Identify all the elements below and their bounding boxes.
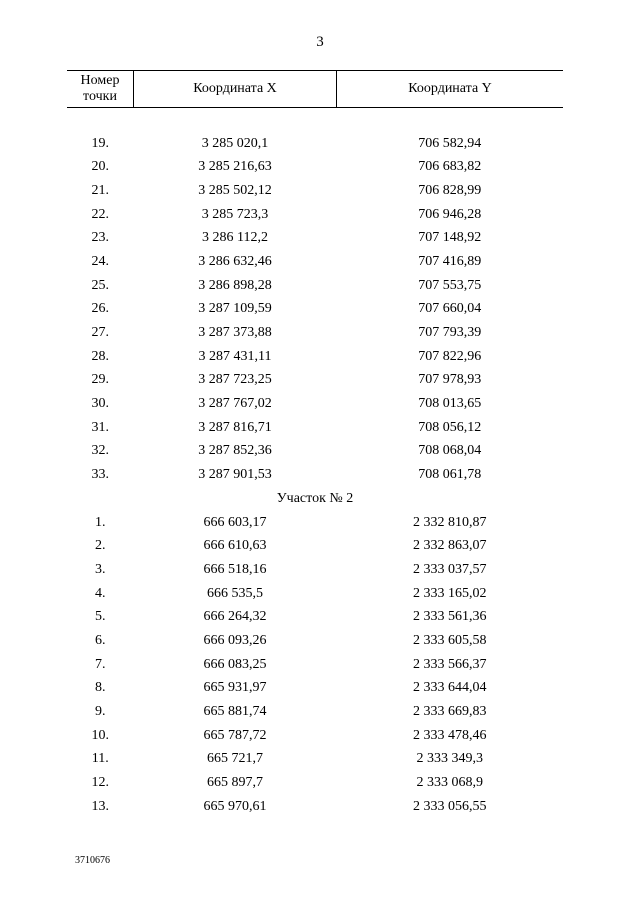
cell-coordinate-y: 2 332 863,07 <box>413 538 487 554</box>
cell-coordinate-x: 666 535,5 <box>207 585 263 601</box>
cell-coordinate-x: 666 603,17 <box>203 514 267 530</box>
cell-coordinate-y: 2 333 037,57 <box>413 561 487 577</box>
cell-coordinate-x: 3 287 852,36 <box>198 443 272 459</box>
cell-coordinate-y: 707 416,89 <box>418 253 482 269</box>
cell-coordinate-y: 706 582,94 <box>418 135 482 151</box>
cell-coordinate-x: 3 286 632,46 <box>198 253 272 269</box>
table-row <box>67 274 563 298</box>
cell-point-number: 19. <box>91 135 109 151</box>
cell-coordinate-x: 665 970,61 <box>203 798 267 814</box>
cell-coordinate-y: 708 056,12 <box>418 419 482 435</box>
table-row <box>67 321 563 345</box>
cell-point-number: 21. <box>91 182 109 198</box>
table-row <box>67 724 563 748</box>
cell-point-number: 13. <box>91 798 109 814</box>
cell-point-number: 28. <box>91 348 109 364</box>
cell-coordinate-y: 708 061,78 <box>418 467 482 483</box>
table-row <box>67 250 563 274</box>
header-coordinate-y: Координата Y <box>337 71 564 108</box>
table-row <box>67 511 563 535</box>
table-row <box>67 132 563 156</box>
cell-point-number: 3. <box>95 561 106 577</box>
cell-coordinate-y: 707 553,75 <box>418 277 482 293</box>
cell-coordinate-y: 708 068,04 <box>418 443 482 459</box>
section-title: Участок № 2 <box>276 490 354 506</box>
table-row <box>67 558 563 582</box>
cell-point-number: 31. <box>91 419 109 435</box>
cell-coordinate-y: 707 822,96 <box>418 348 482 364</box>
table-row <box>67 298 563 322</box>
cell-coordinate-y: 2 333 669,83 <box>413 704 487 720</box>
cell-point-number: 29. <box>91 372 109 388</box>
cell-coordinate-x: 666 518,16 <box>203 561 267 577</box>
cell-coordinate-x: 665 881,74 <box>203 704 267 720</box>
table-row <box>67 771 563 795</box>
cell-point-number: 24. <box>91 253 109 269</box>
cell-coordinate-y: 2 333 561,36 <box>413 609 487 625</box>
cell-coordinate-y: 707 148,92 <box>418 230 482 246</box>
cell-coordinate-y: 2 333 605,58 <box>413 632 487 648</box>
table-row <box>67 440 563 464</box>
page-number: 3 <box>316 34 324 50</box>
table-row <box>67 534 563 558</box>
table-row <box>67 179 563 203</box>
cell-coordinate-x: 666 264,32 <box>203 609 267 625</box>
cell-coordinate-y: 707 793,39 <box>418 325 482 341</box>
cell-point-number: 12. <box>91 775 109 791</box>
table-row <box>67 795 563 819</box>
table-header-row <box>67 71 563 108</box>
cell-coordinate-x: 3 287 431,11 <box>198 348 272 364</box>
cell-coordinate-y: 2 333 068,9 <box>416 775 483 791</box>
cell-point-number: 23. <box>91 230 109 246</box>
cell-coordinate-x: 3 287 373,88 <box>198 325 272 341</box>
cell-coordinate-x: 3 287 901,53 <box>198 467 272 483</box>
cell-coordinate-y: 2 333 566,37 <box>413 656 487 672</box>
table-row <box>67 653 563 677</box>
cell-coordinate-x: 3 287 816,71 <box>198 419 272 435</box>
cell-coordinate-x: 3 285 723,3 <box>201 206 269 222</box>
cell-point-number: 7. <box>95 656 106 672</box>
cell-coordinate-x: 666 083,25 <box>203 656 267 672</box>
cell-point-number: 5. <box>95 609 106 625</box>
cell-point-number: 1. <box>95 514 106 530</box>
cell-coordinate-x: 3 285 020,1 <box>201 135 269 151</box>
cell-point-number: 30. <box>91 396 109 412</box>
cell-point-number: 4. <box>95 585 106 601</box>
cell-point-number: 26. <box>91 301 109 317</box>
cell-coordinate-x: 3 285 216,63 <box>198 159 272 175</box>
cell-point-number: 22. <box>91 206 109 222</box>
cell-coordinate-x: 3 286 898,28 <box>198 277 272 293</box>
header-point-number: Номер точки <box>67 71 134 108</box>
table-row <box>67 203 563 227</box>
coordinates-table <box>67 70 563 819</box>
table-row <box>67 700 563 724</box>
table-row <box>67 345 563 369</box>
cell-point-number: 33. <box>91 467 109 483</box>
cell-coordinate-y: 706 946,28 <box>418 206 482 222</box>
cell-point-number: 32. <box>91 443 109 459</box>
cell-coordinate-y: 2 333 165,02 <box>413 585 487 601</box>
cell-point-number: 2. <box>95 538 106 554</box>
cell-coordinate-x: 665 787,72 <box>203 727 267 743</box>
cell-coordinate-x: 3 287 723,25 <box>198 372 272 388</box>
table-row <box>67 629 563 653</box>
cell-point-number: 6. <box>95 632 106 648</box>
cell-point-number: 11. <box>91 751 109 767</box>
document-code: 3710676 <box>75 855 110 866</box>
cell-coordinate-x: 3 287 767,02 <box>198 396 272 412</box>
cell-coordinate-y: 2 333 056,55 <box>413 798 487 814</box>
cell-coordinate-y: 706 828,99 <box>418 182 482 198</box>
cell-point-number: 10. <box>91 727 109 743</box>
cell-coordinate-y: 2 333 349,3 <box>416 751 483 767</box>
cell-coordinate-x: 665 897,7 <box>207 775 263 791</box>
cell-point-number: 25. <box>91 277 109 293</box>
cell-coordinate-x: 3 286 112,2 <box>202 230 268 246</box>
table-body <box>67 108 563 819</box>
cell-coordinate-y: 2 333 644,04 <box>413 680 487 696</box>
cell-coordinate-x: 666 093,26 <box>203 632 267 648</box>
cell-point-number: 8. <box>95 680 106 696</box>
table-row <box>67 605 563 629</box>
cell-coordinate-y: 706 683,82 <box>418 159 482 175</box>
table-row <box>67 392 563 416</box>
cell-coordinate-y: 707 660,04 <box>418 301 482 317</box>
cell-point-number: 9. <box>95 704 106 720</box>
cell-coordinate-y: 2 332 810,87 <box>413 514 487 530</box>
cell-point-number: 20. <box>91 159 109 175</box>
table-row <box>67 155 563 179</box>
cell-coordinate-x: 3 285 502,12 <box>198 182 272 198</box>
table-row <box>67 369 563 393</box>
cell-coordinate-x: 666 610,63 <box>203 538 267 554</box>
cell-coordinate-x: 3 287 109,59 <box>198 301 272 317</box>
cell-coordinate-y: 708 013,65 <box>418 396 482 412</box>
cell-coordinate-y: 2 333 478,46 <box>413 727 487 743</box>
cell-coordinate-x: 665 721,7 <box>207 751 263 767</box>
cell-coordinate-y: 707 978,93 <box>418 372 482 388</box>
table-row <box>67 226 563 250</box>
table-row <box>67 748 563 772</box>
section-row <box>67 487 563 511</box>
cell-point-number: 27. <box>91 325 109 341</box>
table-row <box>67 677 563 701</box>
table-row <box>67 582 563 606</box>
header-coordinate-x: Координата X <box>134 71 337 108</box>
table-row <box>67 463 563 487</box>
cell-coordinate-x: 665 931,97 <box>203 680 267 696</box>
table-row <box>67 416 563 440</box>
